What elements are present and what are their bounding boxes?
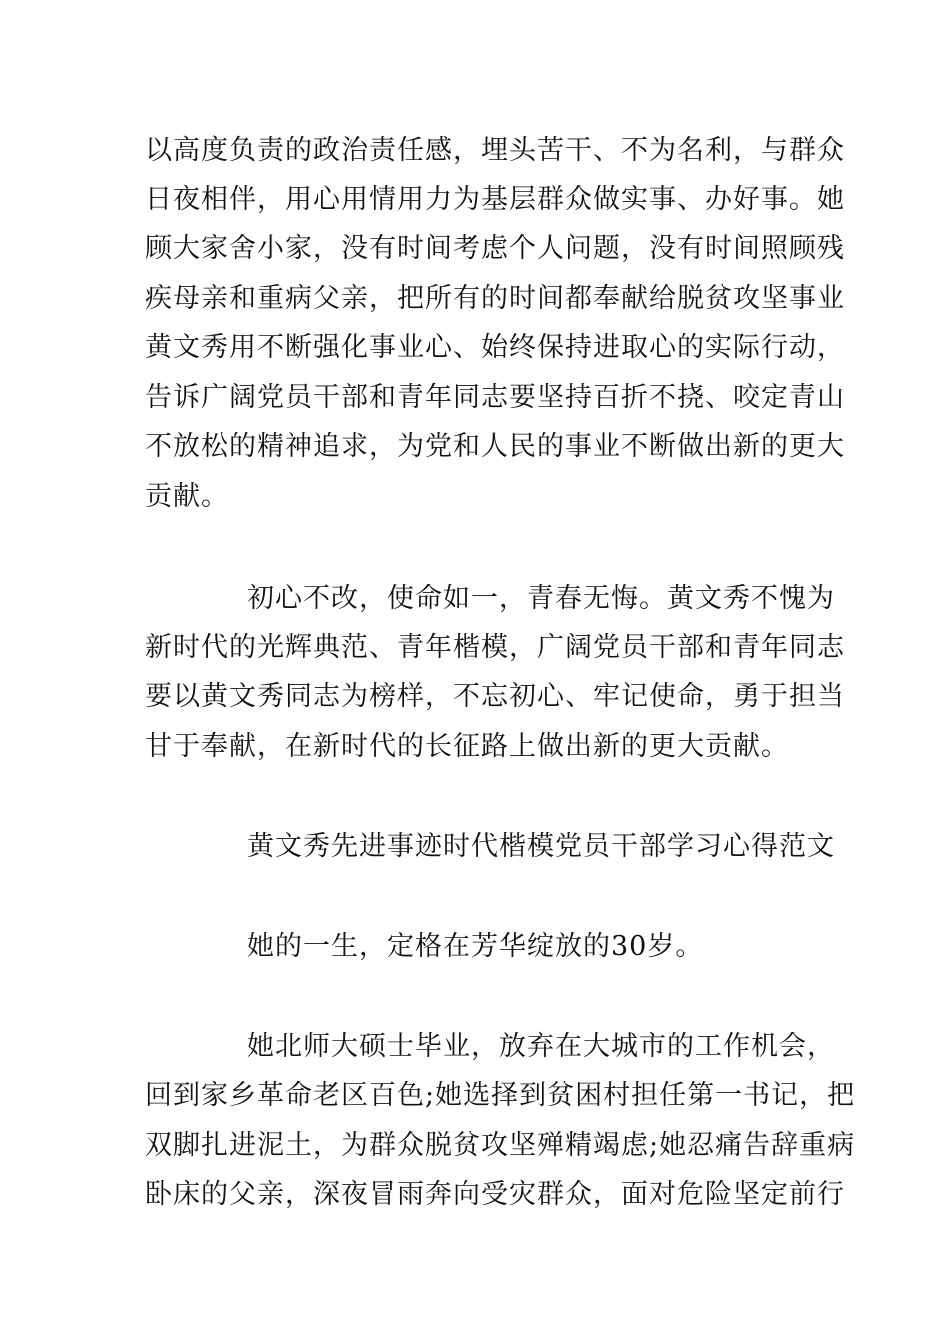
body-text-line: 顾大家舍小家，没有时间考虑个人问题，没有时间照顾残 [145, 233, 845, 264]
body-text-line: 双脚扎进泥土，为群众脱贫攻坚殚精竭虑;她忍痛告辞重病 [145, 1130, 856, 1161]
body-text-line: 以高度负责的政治责任感，埋头苦干、不为名利，与群众 [145, 135, 845, 166]
paragraph-first-line: 初心不改，使命如一，青春无悔。黄文秀不愧为 [247, 583, 835, 614]
body-text-line: 日夜相伴，用心用情用力为基层群众做实事、办好事。她 [145, 184, 845, 215]
body-text-line: 不放松的精神追求，为党和人民的事业不断做出新的更大 [145, 431, 845, 462]
body-text-line: 疾母亲和重病父亲，把所有的时间都奉献给脱贫攻坚事业 [145, 283, 845, 314]
body-text-line: 要以黄文秀同志为榜样，不忘初心、牢记使命，勇于担当 [145, 681, 845, 712]
body-text-line: 告诉广阔党员干部和青年同志要坚持百折不挠、咬定青山 [145, 382, 845, 413]
body-text-line: 贡献。 [145, 481, 229, 512]
paragraph-first-line: 她北师大硕士毕业，放弃在大城市的工作机会， [247, 1031, 835, 1062]
body-text-line: 甘于奉献，在新时代的长征路上做出新的更大贡献。 [145, 731, 789, 762]
body-text-line: 卧床的父亲，深夜冒雨奔向受灾群众，面对危险坚定前行 [145, 1179, 845, 1210]
body-text-line: 回到家乡革命老区百色;她选择到贫困村担任第一书记，把 [145, 1080, 856, 1111]
body-text-line: 新时代的光辉典范、青年楷模，广阔党员干部和青年同志 [145, 632, 845, 663]
body-text-line: 黄文秀用不断强化事业心、始终保持进取心的实际行动， [145, 332, 845, 363]
paragraph-first-line: 她的一生，定格在芳华绽放的30岁。 [247, 931, 704, 962]
section-title: 黄文秀先进事迹时代楷模党员干部学习心得范文 [247, 831, 835, 862]
